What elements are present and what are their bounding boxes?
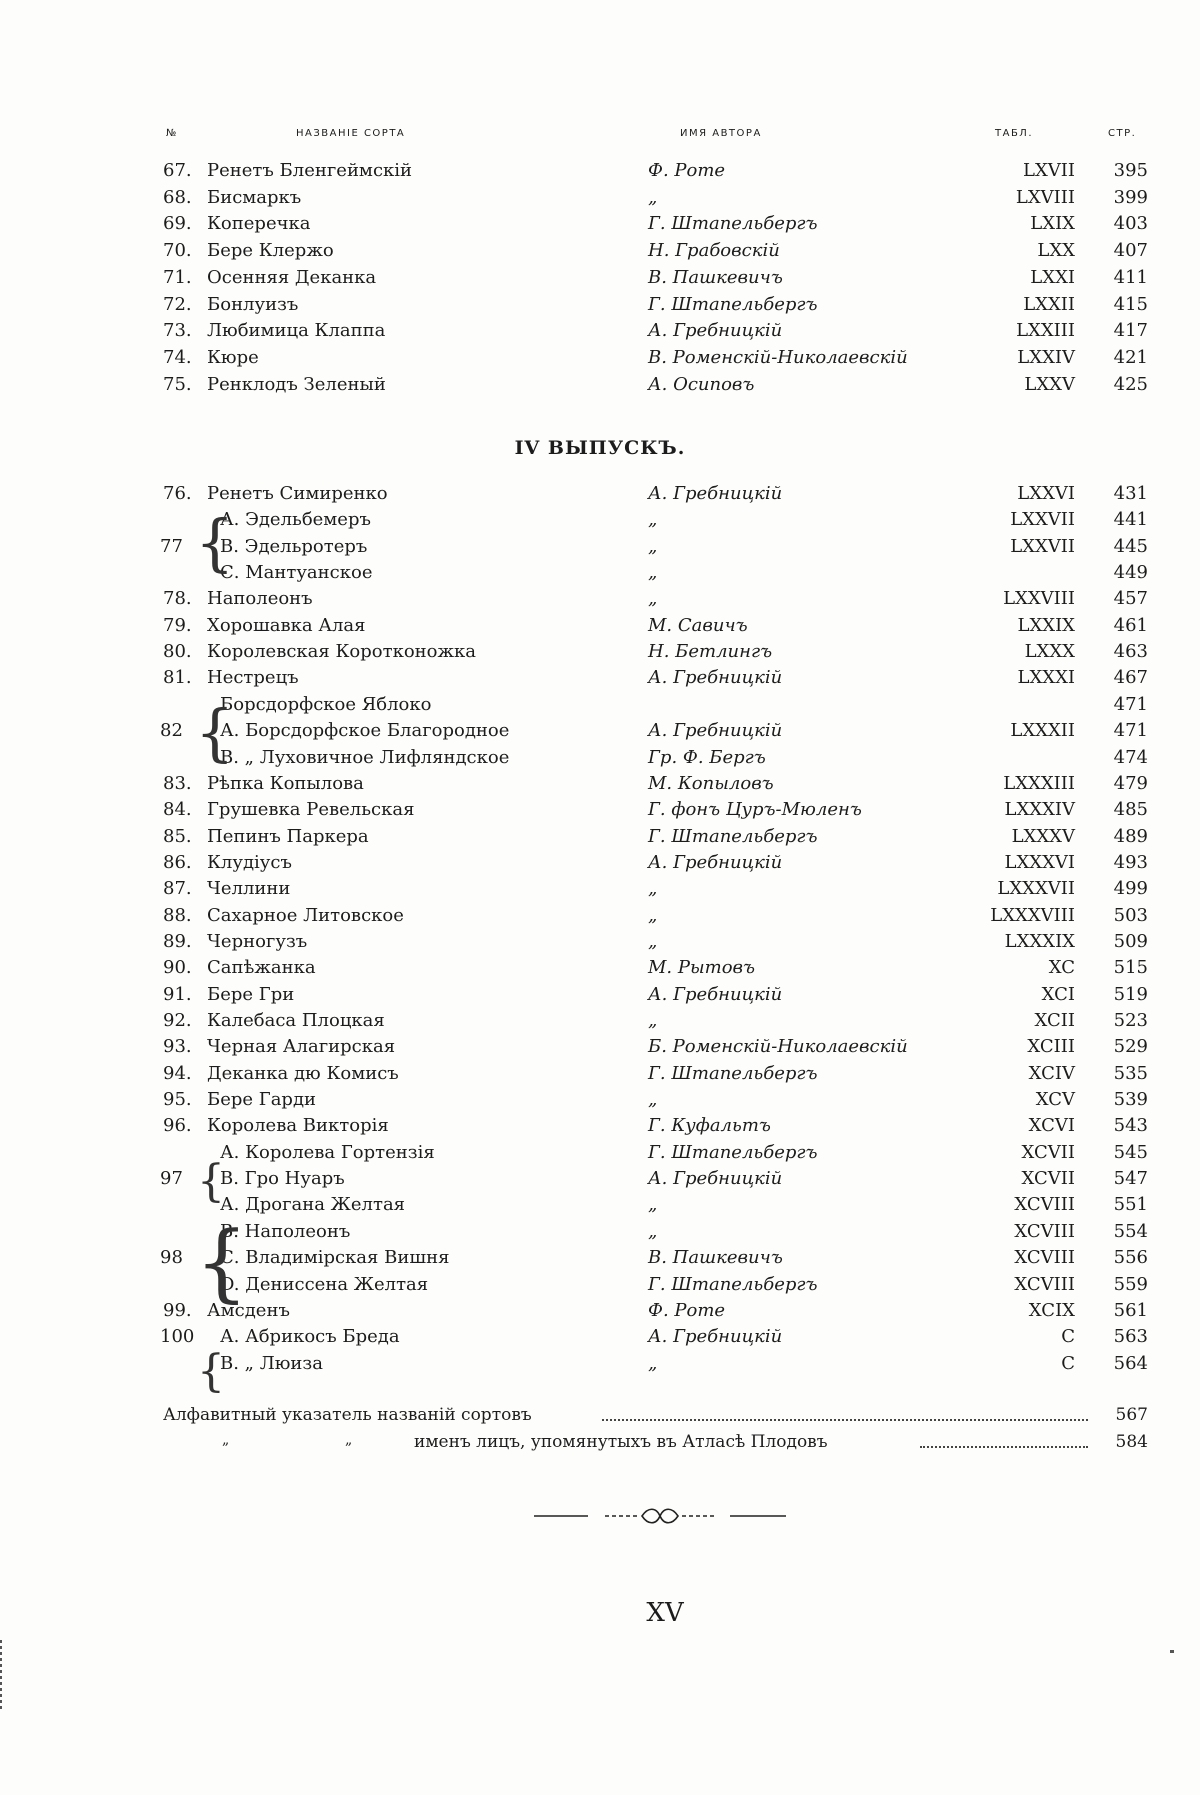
toc-row [0, 347, 1200, 373]
entry-number: 84. [163, 799, 192, 820]
toc-row [0, 720, 1200, 746]
brace-98: { [195, 1220, 248, 1304]
entry-page: 515 [1114, 957, 1148, 978]
toc-row [0, 747, 1200, 773]
brace-82: { [195, 702, 234, 764]
entry-number: 80. [163, 641, 192, 662]
entry-author: А. Гребницкій [648, 852, 782, 873]
entry-plate: XCIX [1029, 1300, 1075, 1321]
brace-100: { [197, 1350, 225, 1394]
entry-page: 449 [1114, 562, 1148, 583]
entry-author: „ [648, 1353, 657, 1374]
toc-row [0, 852, 1200, 878]
entry-name: В. Эдельротеръ [220, 536, 367, 557]
entry-page: 399 [1114, 187, 1148, 208]
toc-row [0, 1036, 1200, 1062]
toc-row [0, 615, 1200, 641]
entry-page: 441 [1114, 509, 1148, 530]
entry-plate: LXXVI [1017, 483, 1075, 504]
entry-author: „ [648, 1010, 657, 1031]
toc-row [0, 1353, 1200, 1379]
entry-author: М. Копыловъ [648, 773, 774, 794]
entry-name: Ренклодъ Зеленый [207, 374, 386, 395]
toc-row [0, 905, 1200, 931]
entry-number: 90. [163, 957, 192, 978]
entry-plate: XCVII [1022, 1142, 1076, 1163]
entry-name: Сапѣжанка [207, 957, 316, 978]
entry-page: 535 [1114, 1063, 1148, 1084]
toc-row [0, 641, 1200, 667]
entry-number: 68. [163, 187, 192, 208]
toc-row [0, 878, 1200, 904]
entry-number: 73. [163, 320, 192, 341]
leader-dots [920, 1446, 1088, 1448]
entry-author: М. Савичъ [648, 615, 748, 636]
entry-author: „ [648, 536, 657, 557]
toc-row [0, 1089, 1200, 1115]
entry-page: 474 [1114, 747, 1148, 768]
entry-number: 87. [163, 878, 192, 899]
entry-name: Челлини [207, 878, 290, 899]
entry-name: D. Денисcена Желтая [220, 1274, 428, 1295]
toc-row [0, 187, 1200, 213]
entry-page: 471 [1114, 720, 1148, 741]
entry-plate: LXXXIII [1003, 773, 1075, 794]
entry-number: 89. [163, 931, 192, 952]
toc-row [0, 1247, 1200, 1273]
entry-plate: LXX [1037, 240, 1075, 261]
entry-name: Черногузъ [207, 931, 307, 952]
entry-plate: LXXXIV [1004, 799, 1075, 820]
toc-row [0, 1221, 1200, 1247]
ditto-mark: „ [222, 1432, 229, 1448]
entry-number: 78. [163, 588, 192, 609]
entry-plate: LXXXVIII [990, 905, 1075, 926]
entry-number: 71. [163, 267, 192, 288]
entry-name: А. Абрикосъ Бреда [220, 1326, 400, 1347]
entry-number: 98 [160, 1247, 183, 1268]
entry-name: С. Владимірская Вишня [220, 1247, 449, 1268]
entry-number: 96. [163, 1115, 192, 1136]
entry-name: Бонлуизъ [207, 294, 298, 315]
entry-author: А. Гребницкій [648, 1326, 782, 1347]
entry-plate: LXXV [1024, 374, 1075, 395]
entry-plate: LXXXI [1017, 667, 1075, 688]
entry-plate: LXXVIII [1003, 588, 1075, 609]
entry-name: Калебаса Плоцкая [207, 1010, 385, 1031]
entry-plate: LXXVII [1010, 536, 1075, 557]
entry-page: 431 [1114, 483, 1148, 504]
entry-plate: LXXIII [1016, 320, 1075, 341]
entry-author: Г. Штапельбергъ [648, 1274, 817, 1295]
entry-page: 489 [1114, 826, 1148, 847]
header-name: НАЗВАНІЕ СОРТА [296, 128, 405, 139]
entry-plate: LXXI [1030, 267, 1075, 288]
entry-author: „ [648, 878, 657, 899]
entry-plate: LXXXVI [1004, 852, 1075, 873]
entry-plate: XCVIII [1014, 1194, 1075, 1215]
scan-speck [1170, 1650, 1174, 1653]
entry-author: „ [648, 905, 657, 926]
entry-number: 93. [163, 1036, 192, 1057]
entry-plate: LXIX [1030, 213, 1075, 234]
entry-plate: LXXXIX [1005, 931, 1075, 952]
entry-page: 421 [1114, 347, 1148, 368]
ditto-mark: „ [345, 1432, 352, 1448]
entry-page: 499 [1114, 878, 1148, 899]
toc-row [0, 1115, 1200, 1141]
index-label: Алфавитный указатель названій сортовъ [163, 1405, 532, 1425]
entry-author: „ [648, 509, 657, 530]
entry-name: Королева Викторія [207, 1115, 389, 1136]
entry-author: Н. Бетлингъ [648, 641, 772, 662]
toc-row [0, 1274, 1200, 1300]
entry-plate: LXXIX [1017, 615, 1075, 636]
entry-plate: C [1061, 1353, 1075, 1374]
entry-page: 559 [1114, 1274, 1148, 1295]
entry-plate: XC [1049, 957, 1075, 978]
entry-number: 81. [163, 667, 192, 688]
entry-page: 411 [1114, 267, 1148, 288]
entry-number: 70. [163, 240, 192, 261]
entry-plate: LXXVII [1010, 509, 1075, 530]
entry-name: Хорошавка Алая [207, 615, 365, 636]
entry-plate: XCII [1035, 1010, 1076, 1031]
toc-row [0, 213, 1200, 239]
entry-page: 545 [1114, 1142, 1148, 1163]
entry-name: Кюре [207, 347, 259, 368]
entry-name: Клудіусъ [207, 852, 292, 873]
entry-plate: LXXX [1025, 641, 1075, 662]
entry-author: Н. Грабовскій [648, 240, 780, 261]
header-page: СТР. [1108, 128, 1136, 139]
entry-number: 75. [163, 374, 192, 395]
entry-name: Грушевка Ревельская [207, 799, 414, 820]
entry-name: Амсденъ [207, 1300, 290, 1321]
entry-name: В. Наполеонъ [220, 1221, 350, 1242]
entry-page: 519 [1114, 984, 1148, 1005]
toc-row [0, 773, 1200, 799]
entry-name: В. Гро Нуаръ [220, 1168, 345, 1189]
entry-author: „ [648, 1089, 657, 1110]
entry-page: 485 [1114, 799, 1148, 820]
entry-number: 83. [163, 773, 192, 794]
entry-name: Черная Алагирская [207, 1036, 395, 1057]
entry-page: 561 [1114, 1300, 1148, 1321]
entry-plate: LXXXII [1010, 720, 1075, 741]
entry-page: 457 [1114, 588, 1148, 609]
toc-row [0, 1194, 1200, 1220]
entry-plate: XCIV [1029, 1063, 1075, 1084]
entry-author: А. Гребницкій [648, 720, 782, 741]
entry-author: Б. Роменскій-Николаевскій [648, 1036, 908, 1057]
entry-page: 461 [1114, 615, 1148, 636]
entry-name: Наполеонъ [207, 588, 313, 609]
section-title: IV ВЫПУСКЪ. [0, 437, 1200, 459]
entry-number: 85. [163, 826, 192, 847]
entry-author: „ [648, 1221, 657, 1242]
entry-author: Г. Штапельбергъ [648, 826, 817, 847]
entry-number: 69. [163, 213, 192, 234]
entry-name: А. Дрогана Желтая [220, 1194, 405, 1215]
entry-author: А. Гребницкій [648, 320, 782, 341]
toc-row [0, 1168, 1200, 1194]
entry-author: В. Пашкевичъ [648, 1247, 783, 1268]
index-label: именъ лицъ, упомянутыхъ въ Атласѣ Плодовъ [414, 1432, 828, 1452]
entry-name: В. „ Луховичное Лифляндское [220, 747, 509, 768]
entry-plate: LXVIII [1016, 187, 1075, 208]
entry-page: 554 [1114, 1221, 1148, 1242]
entry-author: В. Пашкевичъ [648, 267, 783, 288]
entry-author: А. Гребницкій [648, 984, 782, 1005]
entry-page: 425 [1114, 374, 1148, 395]
entry-author: Г. Штапельбергъ [648, 294, 817, 315]
entry-name: Нестрецъ [207, 667, 299, 688]
entry-plate: LXXXVII [997, 878, 1075, 899]
entry-name: Ренетъ Бленгеймскій [207, 160, 412, 181]
toc-row [0, 536, 1200, 562]
entry-author: „ [648, 931, 657, 952]
entry-author: Г. Куфальтъ [648, 1115, 771, 1136]
entry-number: 91. [163, 984, 192, 1005]
entry-author: Г. Штапельбергъ [648, 1063, 817, 1084]
entry-page: 551 [1114, 1194, 1148, 1215]
entry-page: 547 [1114, 1168, 1148, 1189]
entry-plate: LXXIV [1017, 347, 1075, 368]
entry-page: 403 [1114, 213, 1148, 234]
toc-row [0, 1010, 1200, 1036]
entry-plate: XCVII [1022, 1168, 1076, 1189]
brace-77: { [195, 512, 234, 574]
toc-row [0, 984, 1200, 1010]
index-page: 584 [1116, 1432, 1148, 1452]
entry-number: 99. [163, 1300, 192, 1321]
entry-name: Деканка дю Комисъ [207, 1063, 399, 1084]
entry-number: 94. [163, 1063, 192, 1084]
entry-name: Коперечка [207, 213, 310, 234]
toc-row [0, 1300, 1200, 1326]
toc-row [0, 509, 1200, 535]
ornament-divider [530, 1505, 790, 1525]
entry-page: 445 [1114, 536, 1148, 557]
entry-plate: XCI [1042, 984, 1075, 1005]
entry-page: 529 [1114, 1036, 1148, 1057]
entry-name: Любимица Клаппа [207, 320, 385, 341]
entry-author: А. Гребницкій [648, 1168, 782, 1189]
scan-speck [0, 1640, 2, 1710]
toc-row [0, 1326, 1200, 1352]
entry-name: Пепинъ Паркера [207, 826, 369, 847]
entry-number: 72. [163, 294, 192, 315]
entry-number: 95. [163, 1089, 192, 1110]
entry-page: 503 [1114, 905, 1148, 926]
entry-author: Ф. Роте [648, 160, 725, 181]
header-num: № [166, 128, 178, 139]
toc-row [0, 826, 1200, 852]
entry-page: 564 [1114, 1353, 1148, 1374]
entry-name: Бисмаркъ [207, 187, 301, 208]
entry-number: 79. [163, 615, 192, 636]
entry-author: В. Роменскій-Николаевскій [648, 347, 908, 368]
entry-name: Бере Гри [207, 984, 294, 1005]
entry-number: 82 [160, 720, 183, 741]
index-line-names [0, 1432, 1200, 1456]
entry-name: А. Королева Гортензія [220, 1142, 435, 1163]
entry-page: 563 [1114, 1326, 1148, 1347]
entry-author: Ф. Роте [648, 1300, 725, 1321]
entry-page: 539 [1114, 1089, 1148, 1110]
entry-author: Г. Штапельбергъ [648, 1142, 817, 1163]
entry-author: Гр. Ф. Бергъ [648, 747, 766, 768]
entry-page: 467 [1114, 667, 1148, 688]
entry-author: М. Рытовъ [648, 957, 755, 978]
entry-number: 86. [163, 852, 192, 873]
toc-row [0, 1142, 1200, 1168]
entry-plate: XCVIII [1014, 1247, 1075, 1268]
entry-number: 88. [163, 905, 192, 926]
entry-page: 493 [1114, 852, 1148, 873]
entry-page: 395 [1114, 160, 1148, 181]
entry-name: Бере Гарди [207, 1089, 316, 1110]
entry-page: 471 [1114, 694, 1148, 715]
brace-97: { [197, 1160, 225, 1204]
toc-row [0, 694, 1200, 720]
toc-row [0, 374, 1200, 400]
entry-plate: XCVIII [1014, 1221, 1075, 1242]
entry-author: Г. Штапельбергъ [648, 213, 817, 234]
entry-page: 415 [1114, 294, 1148, 315]
entry-author: А. Гребницкій [648, 483, 782, 504]
entry-number: 97 [160, 1168, 183, 1189]
toc-row [0, 931, 1200, 957]
toc-row [0, 240, 1200, 266]
entry-plate: LXVII [1023, 160, 1075, 181]
entry-name: Осенняя Деканка [207, 267, 376, 288]
entry-number: 74. [163, 347, 192, 368]
entry-plate: LXXII [1023, 294, 1075, 315]
entry-number: 77 [160, 536, 183, 557]
entry-author: А. Гребницкій [648, 667, 782, 688]
entry-author: „ [648, 562, 657, 583]
entry-name: С. Мантуанское [220, 562, 372, 583]
entry-name: Бере Клержо [207, 240, 334, 261]
toc-row [0, 588, 1200, 614]
index-line-sorts [0, 1405, 1200, 1429]
entry-plate: XCIII [1027, 1036, 1075, 1057]
toc-row [0, 667, 1200, 693]
entry-number: 100 [160, 1326, 194, 1347]
entry-page: 509 [1114, 931, 1148, 952]
entry-page: 479 [1114, 773, 1148, 794]
entry-number: 67. [163, 160, 192, 181]
entry-name: Королевская Коротконожка [207, 641, 476, 662]
entry-author: Г. фонъ Цуръ-Мюленъ [648, 799, 862, 820]
page-number: XV [0, 1598, 1200, 1628]
entry-page: 407 [1114, 240, 1148, 261]
entry-page: 523 [1114, 1010, 1148, 1031]
toc-row [0, 799, 1200, 825]
entry-plate: XCV [1036, 1089, 1075, 1110]
entry-name: А. Эдельбемеръ [220, 509, 371, 530]
header-tabl: ТАБЛ. [995, 128, 1033, 139]
entry-number: 76. [163, 483, 192, 504]
entry-name: В. „ Люиза [220, 1353, 323, 1374]
entry-author: А. Осиповъ [648, 374, 754, 395]
header-author: ИМЯ АВТОРА [680, 128, 762, 139]
entry-name: А. Борсдорфское Благородное [220, 720, 509, 741]
entry-name: Рѣпка Копылова [207, 773, 364, 794]
entry-plate: C [1061, 1326, 1075, 1347]
index-page: 567 [1116, 1405, 1148, 1425]
entry-page: 417 [1114, 320, 1148, 341]
toc-row [0, 294, 1200, 320]
toc-row [0, 267, 1200, 293]
entry-plate: LXXXV [1012, 826, 1075, 847]
entry-page: 556 [1114, 1247, 1148, 1268]
toc-row [0, 1063, 1200, 1089]
toc-row [0, 483, 1200, 509]
entry-name: Борсдорфское Яблоко [220, 694, 431, 715]
toc-row [0, 320, 1200, 346]
leader-dots [602, 1419, 1088, 1421]
toc-row [0, 957, 1200, 983]
entry-name: Сахарное Литовское [207, 905, 404, 926]
entry-page: 463 [1114, 641, 1148, 662]
entry-author: „ [648, 1194, 657, 1215]
toc-row [0, 160, 1200, 186]
entry-plate: XCVIII [1014, 1274, 1075, 1295]
toc-row [0, 562, 1200, 588]
entry-author: „ [648, 187, 657, 208]
entry-name: Ренетъ Симиренко [207, 483, 388, 504]
entry-author: „ [648, 588, 657, 609]
entry-plate: XCVI [1029, 1115, 1075, 1136]
entry-number: 92. [163, 1010, 192, 1031]
entry-page: 543 [1114, 1115, 1148, 1136]
